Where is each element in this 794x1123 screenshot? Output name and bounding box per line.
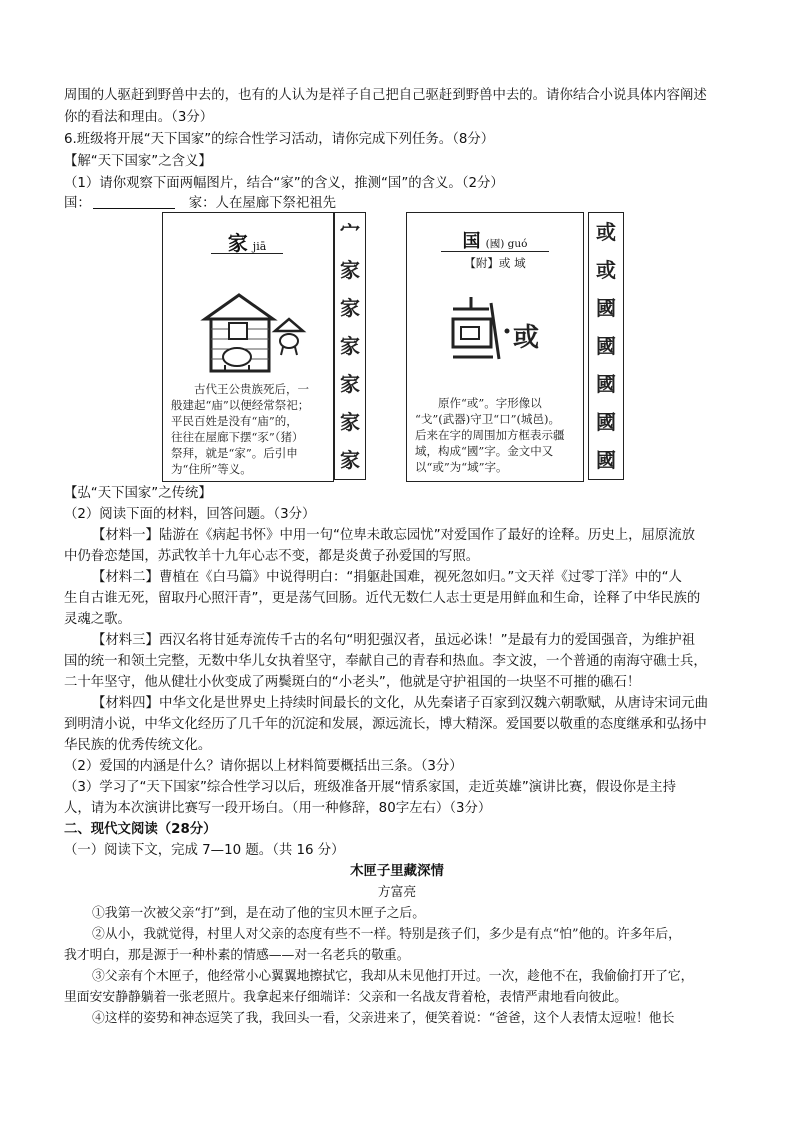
article-title: 木匣子里藏深情 bbox=[350, 864, 444, 879]
figure-caption: 古代王公贵族死后，一 般建起“庙”以便经常祭祀； 平民百姓是没有“庙”的， 往往在屋廊下摆“豕”（猪） 祭拜，就是“家”。后引申 为“住所”等义。 bbox=[171, 382, 310, 476]
answer-row bbox=[64, 194, 336, 214]
answer-blank[interactable] bbox=[93, 194, 175, 209]
material-2: 【材料二】曹植在《白马篇》中说得明白：“捐躯赴国难，视死忽如归。”文天祥《过零丁洋》中的“人 bbox=[92, 570, 682, 585]
material-1: 【材料一】陆游在《病起书怀》中用一句“位卑未敢忘园忧”对爱国作了最好的诠释。历史上，屈原流放 bbox=[92, 528, 696, 543]
answer-label: 国： bbox=[64, 196, 91, 211]
sub-heading: （一）阅读下文，完成 7—10 题。（共 16 分） bbox=[64, 843, 345, 858]
question-text: 人，请为本次演讲比赛写一段开场白。（用一种修辞，80字左右）（3分） bbox=[64, 801, 492, 816]
ancient-glyph: 或 bbox=[596, 258, 616, 282]
question-text: （2）阅读下面的材料，回答问题。（3分） bbox=[64, 507, 316, 522]
material-3: 二十年坚守，他从健壮小伙变成了两鬓斑白的“小老头”，他就是守护祖国的一块坚不可摧的礁石！ bbox=[64, 675, 641, 690]
material-3: 国的统一和领土完整，无数中华儿女执着坚守，奉献自己的青春和热血。李文波，一个普通的南海守礁士兵， bbox=[64, 654, 707, 669]
ancient-glyph: 家 bbox=[340, 410, 360, 434]
question-text: （3）学习了“天下国家”综合性学习以后，班级准备开展“情系家国，走近英雄”演讲比赛，假设你是主持 bbox=[64, 780, 677, 795]
pinyin: jiā bbox=[252, 240, 267, 253]
glyph-evolution-column bbox=[588, 212, 624, 480]
glyph-evolution-column bbox=[334, 212, 366, 480]
hint-text: 家：人在屋廊下祭祀祖先 bbox=[188, 196, 337, 211]
article-paragraph: ③父亲有个木匣子，他经常小心翼翼地擦拭它，我却从未见他打开过。一次，趁他不在，我偷偷打开了它， bbox=[92, 969, 694, 984]
figure-guo bbox=[406, 212, 584, 482]
question-text: （1）请你观察下面两幅图片，结合“家”的含义，推测“国”的含义。（2分） bbox=[64, 176, 504, 191]
pinyin: (國) guó bbox=[485, 238, 528, 250]
section-heading: 【弘“天下国家”之传统】 bbox=[64, 486, 212, 501]
ancient-glyph: 家 bbox=[340, 334, 360, 358]
figure-subtitle: 【附】或 域 bbox=[441, 251, 549, 274]
ancient-glyph: 國 bbox=[596, 410, 616, 434]
article-paragraph: ④这样的姿势和神态逗笑了我，我回头一看，父亲进来了，便笑着说：“爸爸，这个人表情太逗啦！他长 bbox=[92, 1011, 675, 1026]
figure-caption: 原作“或”。字形像以 “戈”(武器)守卫“口”(城邑)。 后来在字的周围加方框表示疆 域，构成“國”字。金文中又 以“或”为“域”字。 bbox=[415, 396, 565, 474]
article-paragraph: 里面安安静静躺着一张老照片。我拿起来仔细端详：父亲和一名战友背着枪，表情严肃地看向彼此。 bbox=[64, 990, 628, 1005]
material-4: 华民族的优秀传统文化。 bbox=[64, 738, 212, 753]
ancient-glyph: 家 bbox=[340, 448, 360, 472]
ancient-glyph: 宀 bbox=[340, 220, 360, 244]
article-author: 方富亮 bbox=[377, 885, 417, 900]
article-paragraph: 我才明白，那是源于一种朴素的情感——对一名老兵的敬重。 bbox=[64, 948, 410, 963]
material-4: 到明清小说，中华文化经历了几千年的沉淀和发展，源远流长，博大精深。爱国要以敬重的态度继承和弘扬中 bbox=[64, 717, 707, 732]
ancient-glyph: 家 bbox=[340, 258, 360, 282]
head-char: 国 bbox=[462, 231, 481, 252]
figure-jia bbox=[162, 212, 334, 482]
section-heading: 二、现代文阅读（28分） bbox=[64, 822, 217, 837]
material-2: 灵魂之歌。 bbox=[64, 612, 131, 627]
ancient-glyph: 家 bbox=[340, 296, 360, 320]
material-3: 【材料三】西汉名将甘延寿流传千古的名句“明犯强汉者，虽远必诛！”是最有力的爱国强音，为维护祖 bbox=[92, 633, 696, 648]
question-6: 6.班级将开展“天下国家”的综合性学习活动，请你完成下列任务。（8分） bbox=[64, 132, 495, 147]
ancient-glyph: 國 bbox=[596, 334, 616, 358]
question-text: 周围的人驱赶到野兽中去的，也有的人认为是祥子自己把自己驱赶到野兽中去的。请你结合小说具体内容阐述 bbox=[64, 88, 707, 103]
figure-title bbox=[211, 227, 283, 254]
question-text: 你的看法和理由。（3分） bbox=[64, 110, 214, 125]
huo-glyph: 或 bbox=[513, 323, 540, 353]
house-illustration bbox=[199, 289, 309, 379]
ancient-glyph: 國 bbox=[596, 448, 616, 472]
material-4: 【材料四】中华文化是世界史上持续时间最长的文化，从先秦诸子百家到汉魏六朝歌赋，从唐诗宋词元曲 bbox=[92, 696, 708, 711]
head-char: 家 bbox=[227, 231, 248, 255]
ancient-glyph: 或 bbox=[596, 220, 616, 244]
ancient-glyph: 國 bbox=[596, 296, 616, 320]
material-2: 生自古谁无死，留取丹心照汗青”，更是荡气回肠。近代无数仁人志士更是用鲜血和生命，诠释了中华民族的 bbox=[64, 591, 701, 606]
article-paragraph: ②从小，我就觉得，村里人对父亲的态度有些不一样。特别是孩子们，多少是有点“怕”他的。许多年后， bbox=[92, 927, 681, 942]
ancient-glyph: 家 bbox=[340, 372, 360, 396]
ancient-glyph: 國 bbox=[596, 372, 616, 396]
figure-title bbox=[437, 227, 553, 253]
section-heading: 【解“天下国家”之含义】 bbox=[64, 154, 212, 169]
article-paragraph: ①我第一次被父亲“打”到，是在动了他的宝贝木匣子之后。 bbox=[92, 906, 426, 921]
material-1: 中仍眷恋楚国，苏武牧羊十九年心志不变，都是炎黄子孙爱国的写照。 bbox=[64, 549, 480, 564]
question-text: （2）爱国的内涵是什么？请你据以上材料简要概括出三条。（3分） bbox=[64, 759, 463, 774]
